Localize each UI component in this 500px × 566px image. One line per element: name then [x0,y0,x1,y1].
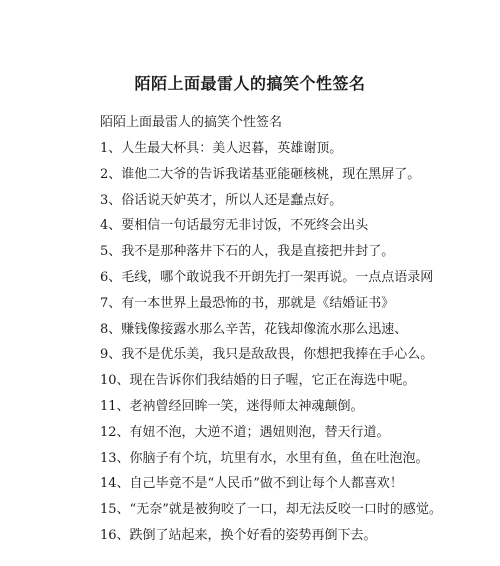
list-item: 6、毛线，哪个敢说我不开朗先打一架再说。一点点语录网 [100,269,434,285]
list-item: 12、有妞不泡，大逆不道；遇妞则泡，替天行道。 [100,424,390,440]
list-item: 10、现在告诉你们我结婚的日子喔，它正在海选中呢。 [100,373,416,389]
list-item: 2、谁他二大爷的告诉我诺基亚能砸核桃，现在黑屏了。 [100,166,421,182]
list-item: 5、我不是那种落井下石的人，我是直接把井封了。 [100,244,395,260]
list-item: 8、赚钱像接露水那么辛苦，花钱却像流水那么迅速、 [100,321,408,337]
list-item: 14、自己毕竟不是“人民币”做不到让每个人都喜欢！ [100,476,403,492]
list-item: 13、你脑子有个坑，坑里有水，水里有鱼，鱼在吐泡泡。 [100,450,429,466]
list-item: 7、有一本世界上最恐怖的书，那就是《结婚证书》 [100,295,395,311]
list-item: 4、要相信一句话最穷无非讨饭，不死终会出头 [100,218,369,234]
signature-list [100,140,442,553]
document-title: 陌陌上面最雷人的搞笑个性签名 [134,74,366,93]
list-item: 16、跌倒了站起来，换个好看的姿势再倒下去。 [100,527,377,543]
list-item: 1、人生最大杯具：美人迟暮，英雄谢顶。 [100,141,343,156]
list-item: 3、俗话说天妒英才，所以人还是蠢点好。 [100,192,343,208]
list-item: 15、“无奈”就是被狗咬了一口，却无法反咬一口时的感觉。 [100,502,442,518]
list-item: 11、老衲曾经回眸一笑，迷得师太神魂颠倒。 [100,398,364,414]
document-subtitle: 陌陌上面最雷人的搞笑个性签名 [100,115,283,130]
list-item: 9、我不是优乐美，我只是敌敌畏，你想把我捧在手心么。 [100,347,434,363]
